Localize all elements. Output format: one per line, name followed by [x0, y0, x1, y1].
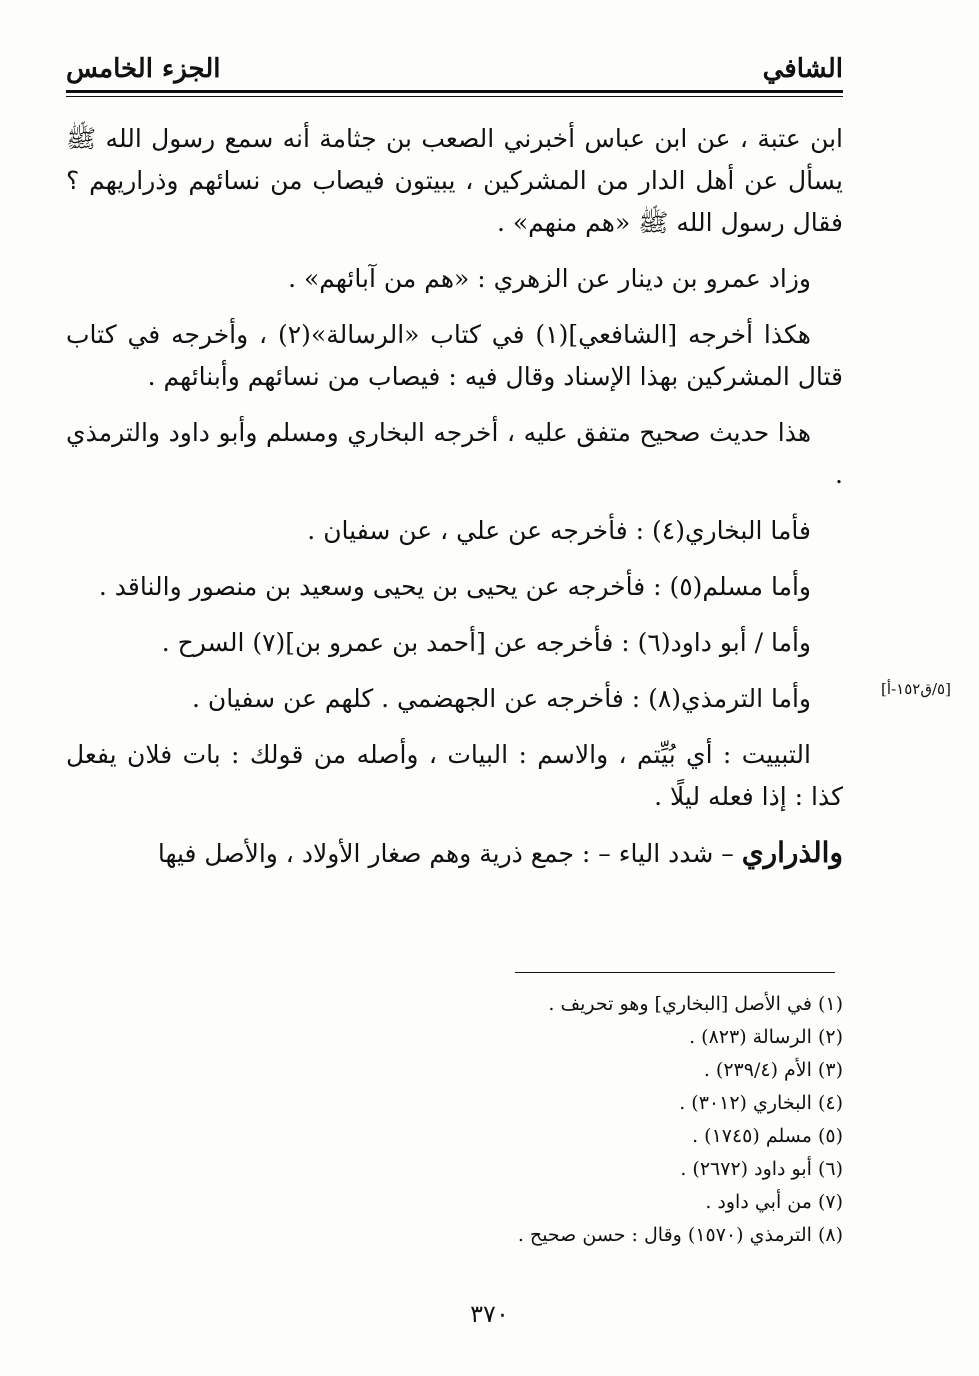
paragraph-hadith-text: ابن عتبة ، عن ابن عباس أخبرني الصعب بن جثامة أنه سمع رسول الله ﷺ يسأل عن أهل الدار من المشركين ، يبيتون فيصاب من نسائهم وذراريهم ؟ فقال رسول الله ﷺ «هم منهم» . — [66, 124, 843, 237]
volume-title: الجزء الخامس — [66, 54, 221, 84]
footnote: (٧) من أبي داود . — [705, 1191, 843, 1213]
header-rule-thin — [66, 96, 843, 97]
manuscript-folio-note: [٥/ق١٥٢-أ] — [881, 680, 951, 698]
footnote: (٥) مسلم (١٧٤٥) . — [692, 1125, 843, 1147]
footnote: (٣) الأم (٢٣٩/٤) . — [703, 1059, 843, 1081]
paragraph-shafii-source: هكذا أخرجه [الشافعي](١) في كتاب «الرسالة»(٢) ، وأخرجه في كتاب قتال المشركين بهذا الإسناد وقال فيه : فيصاب من نسائهم وأبنائهم . — [66, 320, 843, 391]
footnotes — [400, 988, 843, 1252]
footnote: (٨) الترمذي (١٥٧٠) وقال : حسن صحيح . — [517, 1224, 843, 1246]
paragraph-zuhri-addition: وزاد عمرو بن دينار عن الزهري : «هم من آبائهم» . — [288, 264, 811, 293]
page-number: ٣٧٠ — [470, 1300, 509, 1328]
paragraph-dharari-definition — [66, 832, 843, 875]
page-header — [66, 48, 843, 90]
footnote-separator — [515, 972, 835, 973]
footnote: (٦) أبو داود (٢٦٧٢) . — [680, 1158, 843, 1180]
paragraph-authenticity: هذا حديث صحيح متفق عليه ، أخرجه البخاري ومسلم وأبو داود والترمذي . — [66, 418, 843, 489]
main-text — [66, 118, 843, 889]
paragraph-tirmidhi: وأما الترمذي(٨) : فأخرجه عن الجهضمي . كلهم عن سفيان . — [192, 684, 811, 713]
book-title: الشافي — [762, 54, 843, 84]
footnote: (٢) الرسالة (٨٢٣) . — [689, 1026, 843, 1048]
paragraph-tabyit-definition: التبييت : أي بُيِّتم ، والاسم : البيات ، وأصله من قولك : بات فلان يفعل كذا : إذا فعله ليلًا . — [66, 740, 843, 811]
footnote: (٤) البخاري (٣٠١٢) . — [679, 1092, 843, 1114]
definition-text: – شدد الياء – : جمع ذرية وهم صغار الأولاد ، والأصل فيها — [157, 839, 742, 868]
paragraph-bukhari: فأما البخاري(٤) : فأخرجه عن علي ، عن سفيان . — [307, 516, 811, 545]
paragraph-muslim: وأما مسلم(٥) : فأخرجه عن يحيى بن يحيى وسعيد بن منصور والناقد . — [98, 572, 811, 601]
header-rule-thick — [66, 90, 843, 93]
paragraph-abu-dawud: وأما / أبو داود(٦) : فأخرجه عن [أحمد بن عمرو بن](٧) السرح . — [161, 628, 811, 657]
defined-term: والذراري — [741, 836, 843, 869]
footnote: (١) في الأصل [البخاري] وهو تحريف . — [548, 993, 843, 1015]
